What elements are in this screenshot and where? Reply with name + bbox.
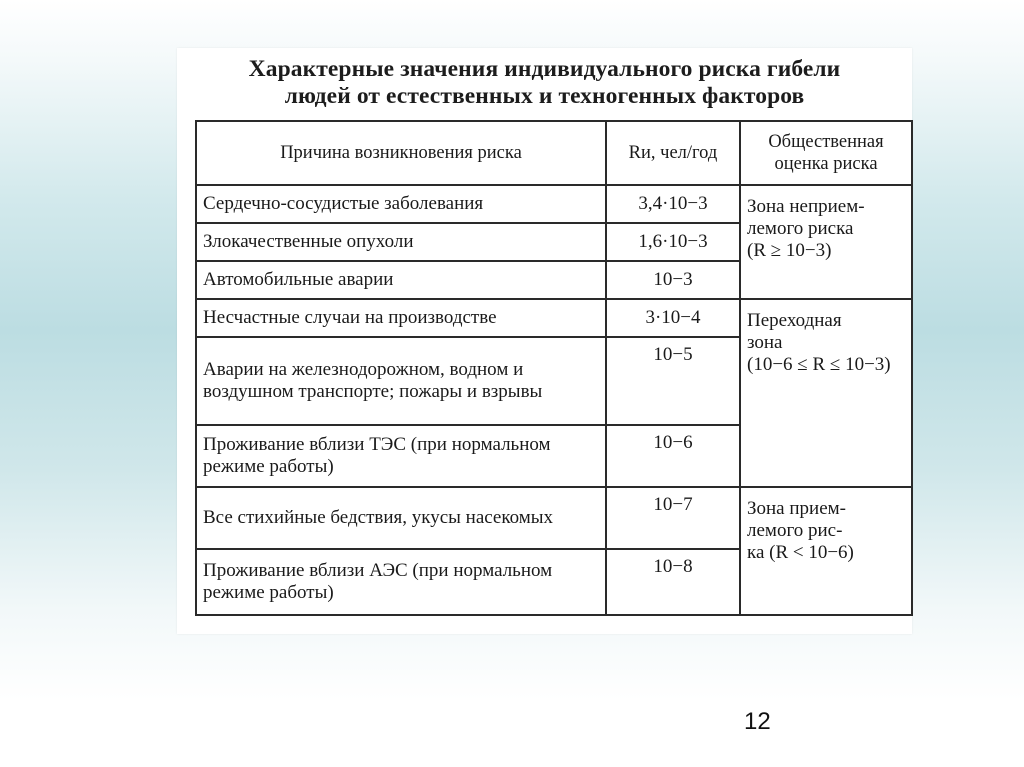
row-cause: Проживание вблизи АЭС (при нормальном режиме работы)	[196, 549, 606, 615]
row-cause: Проживание вблизи ТЭС (при нормальном режиме работы)	[196, 425, 606, 487]
table-title	[177, 56, 912, 110]
row-value: 10−8	[606, 549, 740, 615]
row-cause: Автомобильные аварии	[196, 261, 606, 299]
row-value: 10−3	[606, 261, 740, 299]
row-cause: Злокачественные опухоли	[196, 223, 606, 261]
header-cause: Причина возникновения риска	[196, 121, 606, 185]
row-cause: Все стихийные бедствия, укусы насекомых	[196, 487, 606, 549]
table-row	[196, 487, 912, 549]
table-row	[196, 185, 912, 223]
zone-line: Зона прием-	[747, 498, 846, 519]
table-header-row	[196, 121, 912, 185]
zone-line: лемого рис-	[747, 520, 843, 541]
header-assessment	[740, 121, 912, 185]
header-assessment-line-1: Общественная	[768, 132, 884, 152]
zone-acceptable	[740, 487, 912, 615]
zone-transitional	[740, 299, 912, 487]
header-assessment-line-2: оценка риска	[774, 154, 878, 174]
title-line-2: людей от естественных и техногенных факторов	[284, 83, 805, 109]
row-value: 10−6	[606, 425, 740, 487]
row-value: 10−5	[606, 337, 740, 425]
row-cause: Несчастные случаи на производстве	[196, 299, 606, 337]
row-cause: Сердечно-сосудистые заболевания	[196, 185, 606, 223]
zone-line: Зона неприем-	[747, 196, 865, 217]
zone-line: зона	[747, 332, 783, 353]
zone-line: (10−6 ≤ R ≤ 10−3)	[747, 354, 891, 375]
title-line-1: Характерные значения индивидуального риска гибели	[248, 56, 841, 82]
slide-page-number: 12	[744, 708, 771, 735]
zone-line: (R ≥ 10−3)	[747, 240, 832, 261]
scanned-table-image	[177, 48, 912, 634]
table-row	[196, 299, 912, 337]
zone-line: Переходная	[747, 310, 842, 331]
header-value: Rи, чел/год	[606, 121, 740, 185]
risk-table	[195, 120, 913, 616]
zone-line: ка (R < 10−6)	[747, 542, 854, 563]
zone-unacceptable	[740, 185, 912, 299]
row-value: 3·10−4	[606, 299, 740, 337]
row-value: 1,6·10−3	[606, 223, 740, 261]
row-value: 10−7	[606, 487, 740, 549]
row-cause: Аварии на железнодорожном, водном и воздушном транспорте; пожары и взрывы	[196, 337, 606, 425]
zone-line: лемого риска	[747, 218, 854, 239]
row-value: 3,4·10−3	[606, 185, 740, 223]
